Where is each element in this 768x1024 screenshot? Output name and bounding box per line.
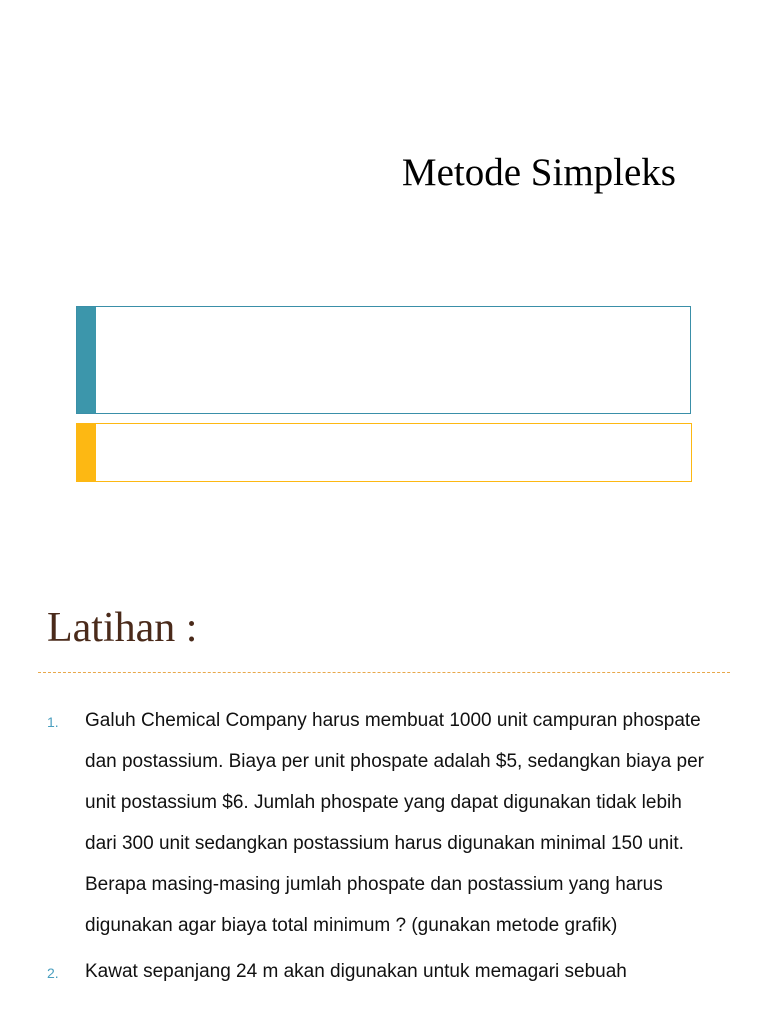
list-item [0,951,768,992]
list-item-text: Galuh Chemical Company harus membuat 1000 unit campuran phospate dan postassium. Biaya per unit phospate adalah $5, sedangkan biaya per unit postassium $6. Jumlah phospate yang dapat digunakan tidak lebih dari 300 unit sedangkan postassium harus digunakan minimal 150 unit. Berapa masing-masing jumlah phospate dan postassium yang harus digunakan agar biaya total minimum ? (gunakan metode grafik) [85,710,704,936]
list-item-number: 1. [47,714,59,730]
list-item-text: Kawat sepanjang 24 m akan digunakan untuk memagari sebuah [85,961,627,982]
problem-list [0,700,768,997]
yellow-accent-bar [77,424,96,481]
slide-title: Metode Simpleks [401,151,676,194]
info-placeholder-box [76,423,692,482]
subtitle-placeholder-box [76,306,691,414]
list-item [0,700,768,946]
teal-accent-bar [77,307,96,413]
list-item-number: 2. [47,965,59,981]
section-heading: Latihan : [47,605,198,651]
heading-divider [38,672,730,673]
